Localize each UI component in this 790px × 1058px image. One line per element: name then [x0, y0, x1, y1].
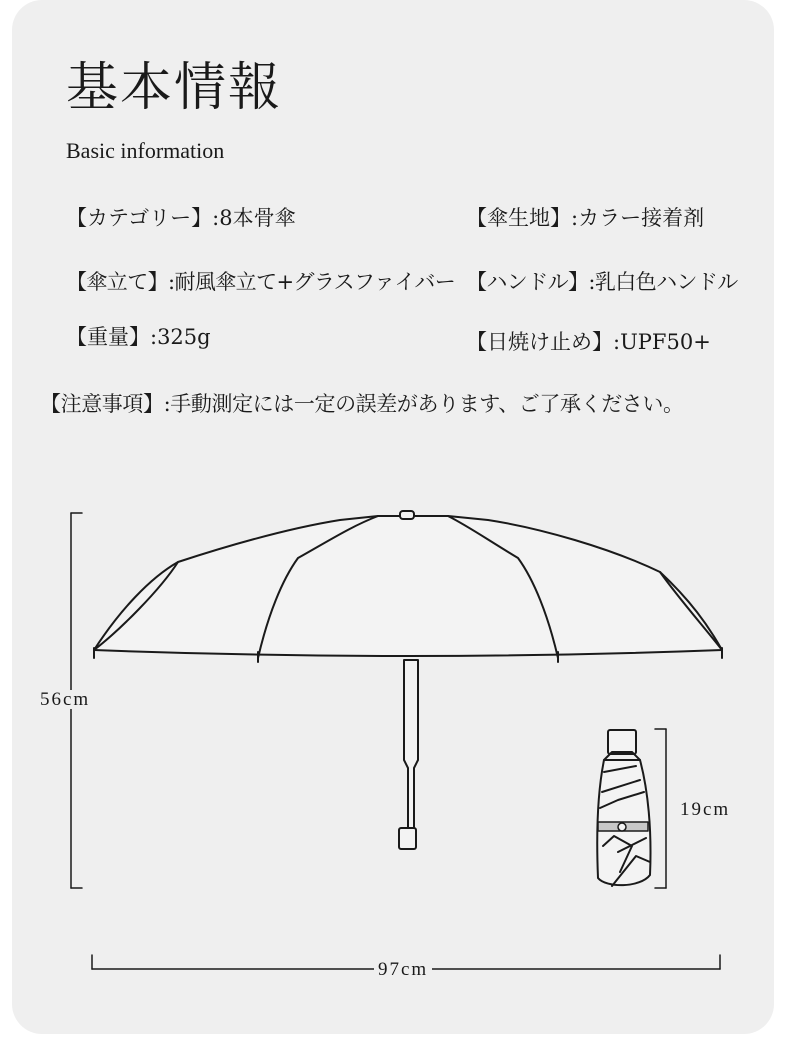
spec-weight-label: 【重量】	[66, 325, 150, 349]
page-title: 基本情報	[66, 58, 283, 118]
spec-weight-value: :325g	[150, 325, 211, 349]
spec-fabric-label: 【傘生地】	[466, 206, 571, 230]
canopy-top-knob	[400, 511, 414, 519]
height-dimension-label: 56cm	[36, 690, 94, 709]
open-umbrella-canopy	[94, 516, 722, 656]
folded-umbrella	[597, 730, 650, 886]
spec-note-label: 【注意事項】	[40, 392, 164, 416]
spec-uv-value: :UPF50+	[613, 330, 711, 354]
umbrella-shaft	[404, 660, 418, 828]
spec-handle-label: 【ハンドル】	[466, 270, 589, 294]
spec-category-value: :8本骨傘	[212, 206, 296, 230]
folded-length-label: 19cm	[680, 799, 731, 820]
spec-handle-value: :乳白色ハンドル	[588, 270, 738, 294]
spec-frame-label: 【傘立て】	[66, 270, 168, 294]
folded-umbrella-cap	[608, 730, 636, 754]
folded-umbrella-button	[618, 823, 626, 831]
spec-fabric-value: :カラー接着剤	[571, 206, 705, 230]
spec-uv-label: 【日焼け止め】	[466, 330, 613, 354]
spec-note-value: :手動測定には一定の誤差があります、ご了承ください。	[163, 392, 684, 416]
spec-category-label: 【カテゴリー】	[66, 206, 213, 230]
spec-frame-value: :耐風傘立て+グラスファイバー	[168, 270, 456, 294]
page-subtitle: Basic information	[66, 138, 225, 163]
width-dimension-label: 97cm	[374, 960, 432, 979]
umbrella-handle	[399, 828, 416, 849]
